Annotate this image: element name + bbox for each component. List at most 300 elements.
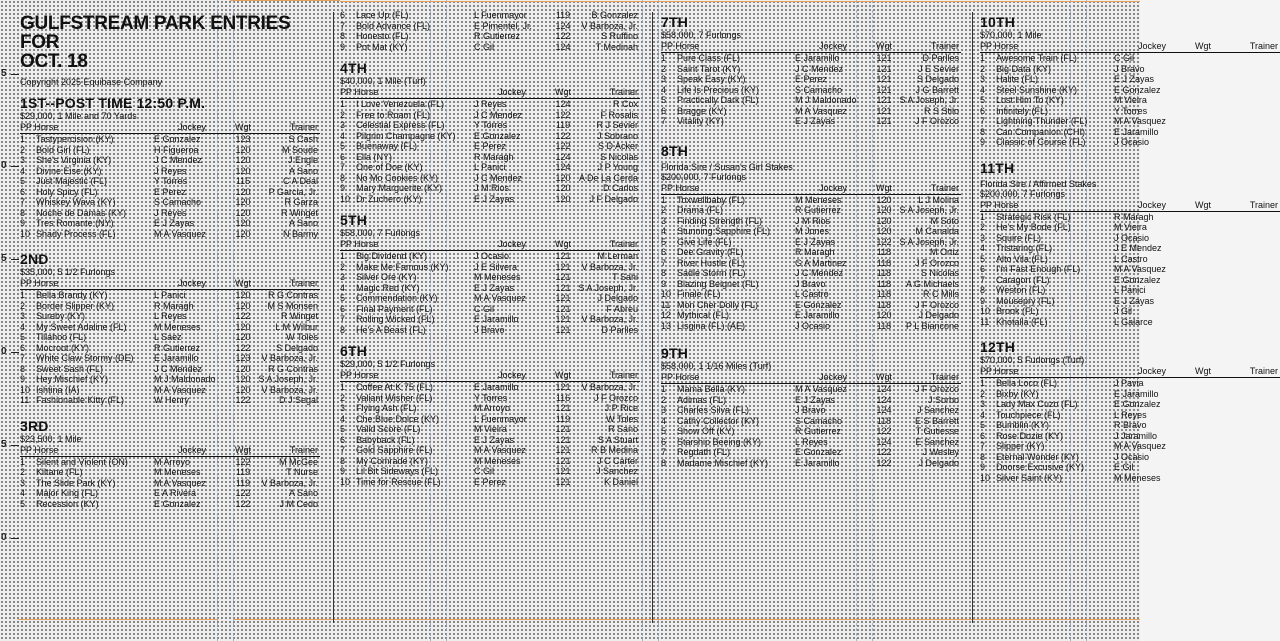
post-position: 5 (980, 420, 986, 430)
entry-row (340, 21, 640, 32)
jockey-name: M A Vasquez (1114, 264, 1166, 274)
post-position: 6 (340, 434, 346, 445)
jockey-name: L Saez (154, 332, 182, 342)
trainer-name: V Barboza, Jr. (261, 477, 318, 488)
header-wgt: Wgt (554, 370, 571, 380)
race-conditions: $70,000, 5 Furlongs (Turf) (980, 355, 1085, 365)
header-wgt: Wgt (875, 182, 892, 193)
entry-row (980, 399, 1280, 410)
column-guide (658, 0, 659, 641)
post-position: 2 (980, 388, 986, 399)
jockey-name: E Gonzalez (795, 299, 842, 310)
weight (1190, 317, 1216, 328)
weight: 121 (555, 455, 571, 466)
horse-name: Tillahoo (FL) (36, 332, 87, 342)
post-position: 1 (661, 194, 667, 205)
entries-header (980, 41, 1280, 53)
header-jockey: Jockey (497, 370, 526, 380)
trainer-name: T Gutiesse (915, 426, 959, 436)
horse-name: Pot Mat (KY) (356, 41, 408, 52)
post-position: 7 (661, 447, 667, 457)
horse-name: Awesome Train (FL) (996, 53, 1077, 63)
trainer-name (1216, 306, 1278, 317)
header-wgt: Wgt (875, 41, 892, 51)
horse-name: Buenaway (FL) (356, 141, 418, 151)
trainer-name: R Garza (284, 197, 318, 207)
horse-name: Strategic Risk (FL) (996, 211, 1071, 222)
trainer-name: J P Young (597, 162, 638, 172)
header-wgt: Wgt (1194, 366, 1211, 376)
horse-name: Silver Saint (KY) (996, 472, 1063, 483)
entry-row (20, 374, 320, 385)
entry-row (340, 99, 640, 110)
post-position: 4 (980, 84, 986, 95)
weight: 118 (876, 415, 892, 426)
header-jockey: Jockey (497, 87, 526, 97)
entries-header (20, 122, 320, 134)
frame-line (18, 619, 218, 620)
trainer-name: C A Deal (282, 176, 318, 186)
entry-row (20, 467, 320, 478)
header-wgt: Wgt (1194, 41, 1211, 51)
jockey-name: E J Zayas (474, 193, 515, 204)
post-position: 3 (661, 405, 667, 415)
header-trainer: Trainer (289, 278, 318, 288)
entry-row (340, 262, 640, 273)
post-position: 7 (980, 274, 986, 285)
jockey-name: E J Zayas (154, 218, 195, 228)
jockey-name: M Meneses (795, 194, 842, 205)
post-position: 7 (980, 116, 986, 126)
trainer-name (1216, 452, 1278, 463)
post-position: 6 (340, 303, 346, 314)
weight (1190, 64, 1216, 75)
trainer-name: N Barmy (282, 228, 318, 239)
trainer-name: A De La Cerda (578, 172, 638, 183)
entry-row (980, 317, 1280, 328)
jockey-name: E J Zayas (795, 394, 836, 405)
trainer-name (1216, 285, 1278, 296)
entry-row (661, 74, 961, 85)
post-position: 2 (980, 222, 986, 232)
jockey-name: R Gutierrez (154, 342, 201, 353)
post-position: 5 (20, 332, 26, 342)
horse-name: Kiltane (FL) (36, 467, 83, 477)
entry-row (980, 296, 1280, 307)
entry-row (340, 10, 640, 21)
race-conditions: $40,000, 1 Mile (Turf) (340, 76, 426, 86)
header-pp-horse: PP Horse (661, 182, 700, 193)
horse-name: Show Off (KY) (677, 426, 735, 436)
race-conditions: $23,500, 1 Mile (20, 433, 82, 444)
post-position: 8 (980, 285, 986, 295)
horse-name: Dee Gravity (FL) (677, 247, 744, 257)
post-position: 8 (20, 207, 26, 218)
entry-row (340, 31, 640, 42)
jockey-name: E Perez (154, 186, 187, 197)
trainer-name (1216, 410, 1278, 421)
post-position: 10 (980, 472, 991, 483)
jockey-name: J Reyes (474, 99, 507, 109)
trainer-name: F Rosalis (600, 109, 638, 120)
jockey-name: E Gonzalez (154, 134, 201, 144)
weight: 120 (235, 165, 251, 176)
entry-row (980, 64, 1280, 75)
post-position: 9 (20, 374, 26, 384)
post-position: 5 (20, 498, 26, 509)
entry-row (340, 251, 640, 262)
entry-row (340, 162, 640, 173)
weight: 121 (555, 282, 571, 293)
weight: 120 (235, 155, 251, 165)
jockey-name: E Jaramillo (474, 382, 519, 392)
entry-row (20, 187, 320, 198)
jockey-name: L Panici (154, 290, 186, 300)
post-position: 2 (980, 63, 986, 74)
horse-name: Divine Eise (KY) (36, 165, 102, 176)
trainer-name: B Gonzalez (591, 10, 638, 20)
trainer-name (1216, 473, 1278, 484)
trainer-name: R G Contras (267, 363, 318, 374)
weight: 119 (235, 467, 251, 477)
horse-name: Stunning Sapphire (FL) (677, 226, 771, 236)
vertical-ruler (0, 0, 14, 641)
entry-row (980, 74, 1280, 85)
post-position: 4 (980, 243, 986, 253)
weight (1190, 85, 1216, 96)
post-position: 10 (661, 289, 672, 299)
jockey-name: M J Maldonado (154, 374, 216, 384)
trainer-name (1216, 106, 1278, 117)
trainer-name (1216, 420, 1278, 431)
trainer-name (1216, 212, 1278, 223)
column-4 (980, 6, 1280, 483)
weight: 124 (555, 151, 571, 162)
jockey-name: H Figueroa (154, 144, 199, 155)
race-heading: 8TH (661, 142, 689, 159)
entries-header (661, 183, 961, 195)
jockey-name: R Gutierrez (795, 205, 842, 215)
entry-row (340, 131, 640, 142)
race-block (980, 339, 1280, 483)
entry-row (340, 382, 640, 393)
race-block (980, 160, 1280, 328)
trainer-name: F Abreu (606, 303, 638, 314)
trainer-name: M McGee (278, 456, 318, 467)
trainer-name: J F Orozco (914, 299, 959, 310)
weight: 121 (876, 116, 892, 126)
jockey-name: M Arroyo (474, 403, 511, 413)
weight (1190, 53, 1216, 64)
jockey-name: E Jaramillo (474, 314, 519, 324)
horse-name: Finale (FL) (677, 289, 721, 299)
weight: 120 (235, 144, 251, 155)
entries-header (980, 366, 1280, 378)
trainer-name: D Parlles (601, 324, 638, 335)
jockey-name: C Gil (474, 466, 494, 476)
race-block (20, 95, 320, 239)
entries-header (20, 278, 320, 290)
jockey-name: M A Vasquez (1114, 441, 1166, 451)
weight: 119 (555, 10, 571, 20)
trainer-name: D Parlles (922, 53, 959, 63)
weight: 121 (555, 382, 571, 392)
horse-name: Recession (KY) (36, 498, 99, 509)
jockey-name: M Jones (795, 226, 830, 236)
trainer-name: S A Joseph, Jr. (258, 374, 318, 384)
entry-row (661, 447, 961, 458)
post-position: 8 (340, 324, 346, 335)
jockey-name: R Gutierrez (795, 426, 842, 436)
horse-name: Khotalla (FL) (996, 316, 1048, 327)
horse-name: Tristaring (FL) (996, 243, 1053, 253)
jockey-name: J M Rios (795, 215, 831, 226)
jockey-name: L Reyes (1114, 409, 1147, 420)
entry-row (661, 237, 961, 248)
post-position: 13 (661, 320, 672, 331)
entry-row (340, 424, 640, 435)
entry-row (661, 384, 961, 395)
horse-name: Fashionable Kitty (FL) (36, 395, 125, 405)
trainer-name: D Carlos (602, 183, 638, 193)
horse-name: Classic of Course (FL) (996, 137, 1086, 147)
entries-header (340, 239, 640, 251)
race-block (340, 10, 640, 52)
jockey-name: M A Vasquez (474, 445, 526, 455)
entry-row (340, 120, 640, 131)
jockey-name: E Gonzalez (1114, 399, 1161, 409)
post-position: 5 (980, 95, 986, 105)
weight: 122 (235, 311, 251, 321)
jockey-name: R Maragh (1114, 211, 1154, 222)
entry-row (980, 462, 1280, 473)
race-subtitle: Florida Sire / Affirmed Stakes (980, 178, 1097, 189)
post-position: 7 (661, 257, 667, 268)
horse-name: The Slide Park (KY) (36, 477, 116, 488)
jockey-name: C Gil (474, 303, 494, 314)
trainer-name: S Nicolas (920, 268, 959, 278)
entry-row (661, 458, 961, 469)
horse-name: Ella (NY) (356, 151, 393, 162)
post-position: 1 (20, 134, 26, 144)
trainer-name: R B Medina (590, 445, 638, 455)
post-position: 5 (661, 236, 667, 247)
trainer-name: J G Barrett (915, 84, 959, 95)
horse-name: Cathy Collector (KY) (677, 415, 760, 426)
weight: 122 (555, 130, 571, 141)
jockey-name: M Vieira (1114, 95, 1147, 105)
jockey-name: J Bravo (1114, 63, 1145, 74)
horse-name: Bella Brandy (KY) (36, 290, 108, 300)
post-position: 8 (661, 457, 667, 468)
weight: 120 (235, 363, 251, 374)
race-heading: 12TH (980, 339, 1016, 355)
entry-row (661, 279, 961, 290)
horse-name: Dr Zuchero (KY) (356, 193, 422, 204)
trainer-name (1216, 462, 1278, 473)
horse-name: Adimas (FL) (677, 394, 727, 405)
horse-name: He's My Bode (FL) (996, 222, 1071, 232)
horse-name: Noche de Damas (KY) (36, 207, 127, 218)
post-position: 6 (661, 105, 667, 116)
column-2 (340, 6, 640, 487)
jockey-name: M A Vasquez (154, 477, 206, 488)
jockey-name: M Meneses (1114, 472, 1161, 483)
jockey-name: E A Rivera (154, 488, 197, 498)
entry-row (661, 95, 961, 106)
horse-name: I Love Venezuela (FL) (356, 99, 445, 109)
header-wgt: Wgt (234, 444, 251, 455)
header-pp-horse: PP Horse (980, 199, 1019, 210)
horse-name: Bold Girl (FL) (36, 144, 90, 155)
trainer-name: S Delgado (916, 74, 959, 84)
entry-row (980, 410, 1280, 421)
horse-name: She's Virginia (KY) (36, 155, 112, 165)
weight: 121 (555, 424, 571, 434)
horse-name: Rose Dozie (KY) (996, 430, 1064, 441)
entry-row (980, 378, 1280, 389)
copyright-notice: Copyright 2025 Equibase Company (20, 77, 163, 87)
horse-name: Bixby (KY) (996, 388, 1039, 399)
entry-row (980, 275, 1280, 286)
jockey-name: E Perez (795, 74, 828, 84)
trainer-name: A Sano (288, 165, 318, 176)
horse-name: Mythical (FL) (677, 310, 730, 320)
horse-name: Honesto (FL) (356, 31, 409, 41)
jockey-name: E Gil (1114, 462, 1134, 472)
weight: 122 (555, 31, 571, 41)
post-position: 3 (20, 311, 26, 321)
weight: 120 (235, 207, 251, 218)
weight (1190, 410, 1216, 421)
entry-row (980, 420, 1280, 431)
entry-row (661, 195, 961, 206)
jockey-name: W Henry (154, 395, 190, 405)
entry-row (980, 243, 1280, 254)
header-jockey: Jockey (818, 182, 847, 193)
trainer-name: M Ortiz (930, 247, 959, 257)
entry-row (980, 233, 1280, 244)
weight (1190, 285, 1216, 296)
horse-name: White Claw Stormy (DE) (36, 353, 134, 363)
trainer-name (1216, 74, 1278, 85)
weight (1190, 399, 1216, 410)
horse-name: Touchpiece (FL) (996, 409, 1061, 420)
header-jockey: Jockey (1137, 199, 1166, 210)
trainer-name: T Nurse (286, 467, 318, 477)
trainer-name: S D Acker (597, 141, 638, 151)
header-jockey: Jockey (1137, 41, 1166, 51)
header-trainer: Trainer (289, 122, 318, 132)
jockey-name: L Reyes (154, 311, 187, 321)
entry-row (661, 247, 961, 258)
weight: 124 (555, 99, 571, 109)
trainer-name: J Delgado (918, 310, 959, 320)
jockey-name: M A Vasquez (154, 384, 206, 395)
horse-name: Silver Ore (KY) (356, 272, 417, 282)
post-position: 2 (661, 205, 667, 215)
jockey-name: E Jaramillo (154, 353, 199, 363)
entry-row (340, 194, 640, 205)
post-position: 9 (980, 137, 986, 147)
weight: 116 (555, 392, 571, 403)
frame-line (234, 619, 1140, 620)
entry-row (20, 176, 320, 187)
post-position: 1 (980, 378, 986, 388)
weight: 122 (235, 498, 251, 509)
race-block (20, 251, 320, 406)
post-position: 6 (980, 105, 986, 116)
weight (1190, 212, 1216, 223)
horse-name: Valid Score (FL) (356, 424, 421, 434)
post-position: 1 (20, 290, 26, 300)
post-position: 3 (20, 155, 26, 165)
jockey-name: E Jaramillo (1114, 388, 1159, 399)
column-rule (972, 12, 973, 623)
trainer-name: R Winget (280, 207, 318, 218)
race-heading: 5TH (340, 212, 368, 228)
horse-name: Shady Process (FL) (36, 228, 116, 239)
header-wgt: Wgt (234, 122, 251, 132)
race-block (661, 345, 961, 468)
jockey-name: M Vieira (474, 424, 507, 434)
jockey-name: E Perez (474, 476, 507, 487)
horse-name: Silent and Violent (ON) (36, 456, 128, 467)
post-position: 4 (340, 413, 346, 424)
trainer-name: J M Cedo (279, 498, 318, 509)
entry-row (340, 293, 640, 304)
weight: 121 (876, 53, 892, 63)
horse-name: Vitality (KY) (677, 116, 724, 126)
horse-name: Can Companion (CHI) (996, 126, 1086, 137)
trainer-name: J Sobrano (596, 130, 638, 141)
horse-name: Mama Bella (KY) (677, 384, 746, 394)
header-jockey: Jockey (818, 372, 847, 382)
post-position: 11 (661, 299, 671, 310)
trainer-name: V Barboza, Jr. (261, 384, 318, 395)
weight: 115 (235, 176, 251, 186)
entry-row (661, 258, 961, 269)
trainer-name: M S Monsen (267, 300, 318, 311)
entry-row (340, 42, 640, 53)
horse-name: Tres Romante (NY) (36, 218, 114, 228)
entry-row (661, 426, 961, 437)
entry-row (661, 106, 961, 117)
horse-name: Give Life (FL) (677, 236, 732, 247)
horse-name: My Comrade (KY) (356, 455, 429, 466)
jockey-name: E J Zayas (795, 236, 836, 247)
horse-name: Coffee At K 75 (FL) (356, 382, 433, 392)
weight: 122 (555, 141, 571, 151)
entry-row (980, 53, 1280, 64)
horse-name: Valiant Wisher (FL) (356, 392, 433, 403)
entry-row (980, 441, 1280, 452)
weight: 122 (876, 447, 892, 457)
weight (1190, 452, 1216, 463)
trainer-name (1216, 222, 1278, 233)
entries-header (980, 200, 1280, 212)
weight: 120 (235, 332, 251, 342)
trainer-name: R Cox (612, 99, 638, 109)
entry-row (980, 389, 1280, 400)
horse-name: No Mo Cookies (KY) (356, 172, 439, 183)
entry-row (340, 435, 640, 446)
trainer-name: E S Barrett (914, 415, 959, 426)
jockey-name: J Gil (1114, 306, 1132, 316)
horse-name: Charles Silva (FL) (677, 405, 750, 415)
trainer-name: V Barboza, Jr. (261, 353, 318, 363)
race-subtitle: Florida Sire / Susan's Girl Stakes (661, 161, 793, 172)
